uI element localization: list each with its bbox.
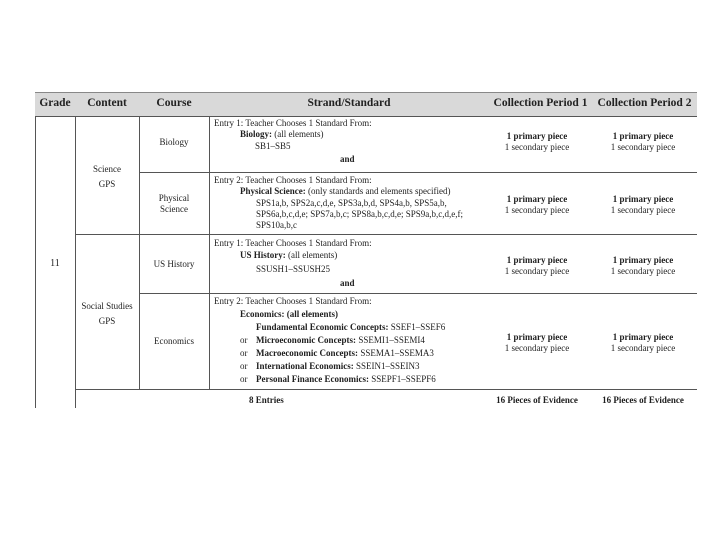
grade-value: 11 [50,258,60,269]
column-border-content [139,116,140,389]
header-cp1: Collection Period 1 [493,97,588,109]
strand-econ-label: Economics: [240,309,285,319]
strand-physical-standards-2: SPS6a,b,c,d,e; SPS7a,b,c; SPS8a,b,c,d,e; SPS9a,b,c,d,e,f; [256,209,464,219]
evidence-primary: 1 primary piece [506,131,568,141]
econ-item [256,374,436,385]
econ-item [256,322,445,333]
course-biology: Biology [159,137,189,147]
econ-item-label: Macroeconomic Concepts: [256,348,359,358]
evidence-primary: 1 primary piece [612,131,674,141]
total-entries: 8 Entries [249,395,284,405]
econ-or-3: or [240,361,248,371]
strand-biology-label: Biology: [240,129,273,139]
row-divider-totals [75,389,697,390]
evidence-primary: 1 primary piece [506,332,568,342]
strand-biology [240,129,324,140]
strand-history-entry: Entry 1: Teacher Chooses 1 Standard From: [214,238,372,248]
evidence-econ-cp1 [487,332,587,354]
evidence-econ-cp2 [593,332,693,354]
evidence-secondary: 1 secondary piece [610,142,676,152]
strand-biology-standards: SB1–SB5 [255,141,291,151]
econ-item-label: Personal Finance Economics: [256,374,369,384]
econ-item-label: International Economics: [256,361,354,371]
econ-item-standards: SSEMA1–SSEMA3 [360,348,434,358]
evidence-secondary: 1 secondary piece [610,266,676,276]
strand-science-entry: Entry 1: Teacher Chooses 1 Standard From: [214,118,372,128]
header-grade: Grade [39,97,71,109]
strand-history-scope: (all elements) [288,250,338,260]
strand-econ-scope: (all elements) [286,309,338,319]
course-physical-science [139,193,209,215]
econ-item-standards: SSEIN1–SSEIN3 [356,361,420,371]
evidence-primary: 1 primary piece [612,332,674,342]
strand-physical [240,186,450,197]
content-social-studies-sub: GPS [98,316,116,326]
econ-item [256,348,434,359]
evidence-biology-cp2 [593,131,693,153]
row-divider-science [75,234,697,235]
header-content: Content [87,97,127,109]
econ-or-1: or [240,335,248,345]
strand-physical-standards-3: SPS10a,b,c [256,220,298,230]
evidence-secondary: 1 secondary piece [504,266,570,276]
content-social-studies-label: Social Studies [81,301,133,311]
total-cp2: 16 Pieces of Evidence [602,395,684,405]
strand-physical-standards-1: SPS1a,b, SPS2a,c,d,e, SPS3a,b,d, SPS4a,b, SPS5a,b, [256,198,447,208]
strand-physical-entry: Entry 2: Teacher Chooses 1 Standard From: [214,175,372,185]
strand-biology-scope: (all elements) [274,129,324,139]
strand-and-1: and [340,154,355,164]
course-economics: Economics [154,336,194,346]
evidence-history-cp1 [487,255,587,277]
strand-physical-scope: (only standards and elements specified) [308,186,451,196]
header-course: Course [156,97,192,109]
evidence-biology-cp1 [487,131,587,153]
strand-physical-label: Physical Science: [240,186,306,196]
evidence-primary: 1 primary piece [612,255,674,265]
content-social-studies [75,301,139,327]
econ-item-standards: SSEPF1–SSEPF6 [371,374,436,384]
strand-history [240,250,337,261]
evidence-secondary: 1 secondary piece [610,343,676,353]
table-top-border [35,92,697,93]
evidence-secondary: 1 secondary piece [504,142,570,152]
column-border-course [209,116,210,389]
course-physical-line2: Science [160,204,188,214]
row-divider-history [139,293,697,294]
strand-and-2: and [340,278,355,288]
econ-item-label: Fundamental Economic Concepts: [256,322,389,332]
econ-or-4: or [240,374,248,384]
evidence-primary: 1 primary piece [612,194,674,204]
content-science [75,164,139,190]
header-cp2: Collection Period 2 [597,97,692,109]
strand-history-standards: SSUSH1–SSUSH25 [256,264,331,274]
course-physical-line1: Physical [158,193,190,203]
econ-item-standards: SSEF1–SSEF6 [390,322,446,332]
econ-item-label: Microeconomic Concepts: [256,335,357,345]
econ-or-2: or [240,348,248,358]
header-bottom-border [35,116,697,117]
strand-econ-entry: Entry 2: Teacher Chooses 1 Standard From: [214,296,372,306]
evidence-primary: 1 primary piece [506,255,568,265]
content-science-label: Science [93,164,121,174]
content-science-sub: GPS [98,179,116,189]
evidence-primary: 1 primary piece [506,194,568,204]
strand-econ [240,309,338,320]
course-us-history: US History [153,259,195,269]
column-border-grade [75,116,76,408]
econ-item [256,361,420,372]
evidence-physical-cp1 [487,194,587,216]
evidence-physical-cp2 [593,194,693,216]
header-strand: Strand/Standard [307,97,391,109]
total-cp1: 16 Pieces of Evidence [496,395,578,405]
evidence-history-cp2 [593,255,693,277]
econ-item-standards: SSEMI1–SSEMI4 [358,335,425,345]
econ-item [256,335,425,346]
evidence-secondary: 1 secondary piece [610,205,676,215]
strand-history-label: US History: [240,250,286,260]
row-divider-biology [139,172,697,173]
evidence-secondary: 1 secondary piece [504,205,570,215]
evidence-secondary: 1 secondary piece [504,343,570,353]
